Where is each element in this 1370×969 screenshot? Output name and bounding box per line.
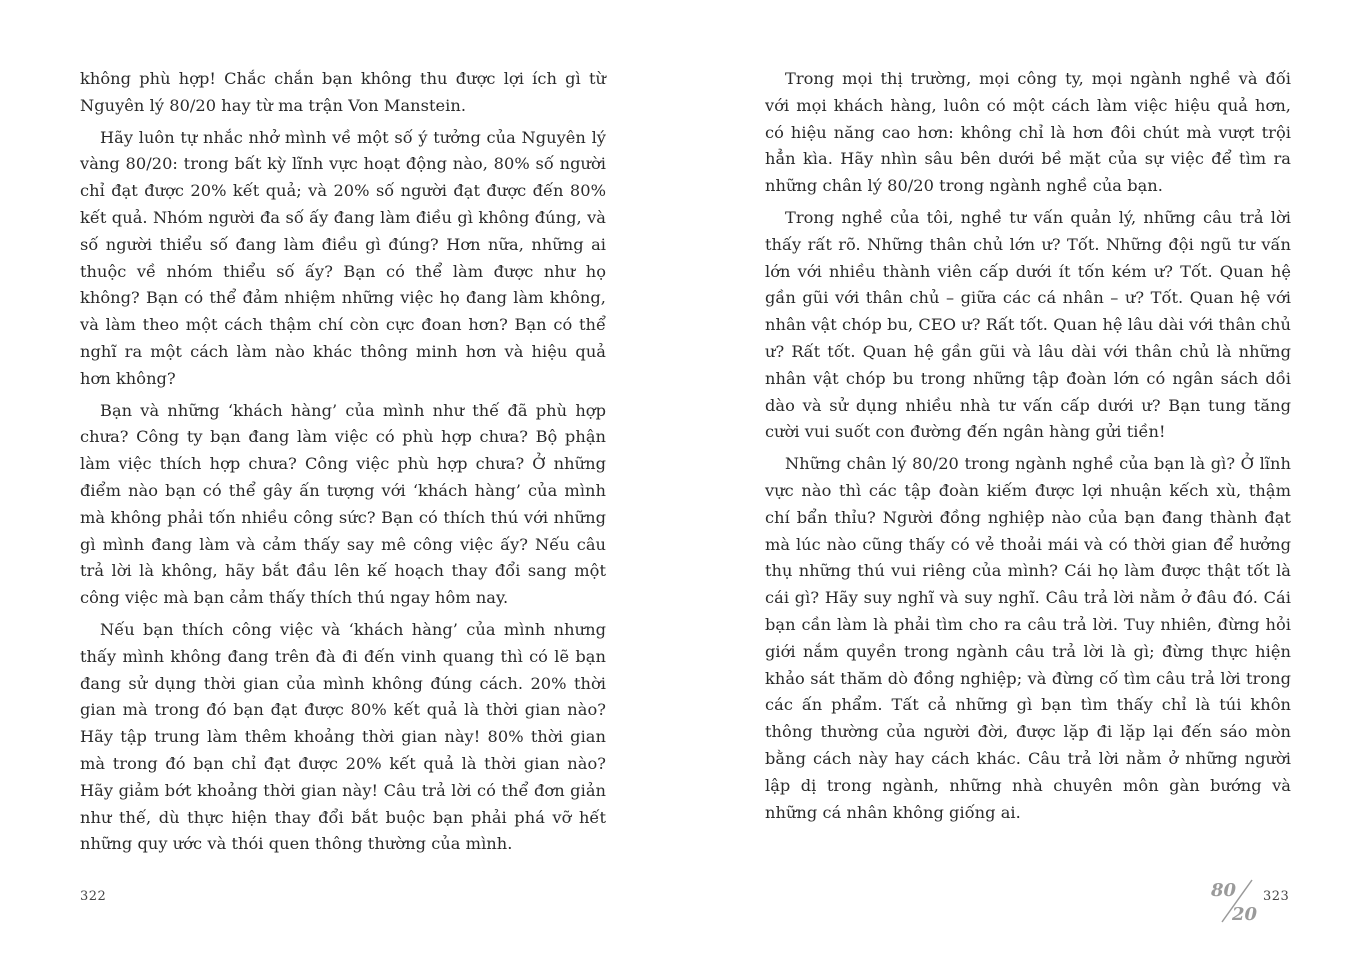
logo-top-number: 80	[1211, 880, 1237, 901]
left-page-number: 322	[80, 889, 107, 904]
left-paragraph-4: Nếu bạn thích công việc và ‘khách hàng’ của mình nhưng thấy mình không đang trên đà đi đến vinh quang thì có lẽ bạn đang sử dụng thời gian của mình không đúng cách. 20% thời gian mà trong đó bạn đạt được 80% kết quả là thời gian nào? Hãy tập trung làm thêm khoảng thời gian này! 80% thời gian mà trong đó bạn chỉ đạt được 20% kết quả là thời gian nào? Hãy giảm bớt khoảng thời gian này! Câu trả lời có thể đơn giản như thế, dù thực hiện thay đổi bắt buộc bạn phải phá vỡ hết những quy ước và thói quen thông thường của mình.	[80, 619, 606, 854]
right-paragraph-1: Trong mọi thị trường, mọi công ty, mọi ngành nghề và đối với mọi khách hàng, luôn có một cách làm việc hiệu quả hơn, có hiệu năng cao hơn: không chỉ là hơn đôi chút mà vượt trội hẳn kìa. Hãy nhìn sâu bên dưới bề mặt của sự việc để tìm ra những chân lý 80/20 trong ngành nghề của bạn.	[765, 69, 1291, 196]
right-page-number: 323	[1263, 889, 1290, 904]
left-page	[80, 66, 606, 863]
left-paragraph-3: Bạn và những ‘khách hàng’ của mình như thế đã phù hợp chưa? Công ty bạn đang làm việc có phù hợp chưa? Bộ phận làm việc thích hợp chưa? Công việc phù hợp chưa? Ở những điểm nào bạn có thể gây ấn tượng với ‘khách hàng’ của mình mà không phải tốn nhiều công sức? Bạn có thích thú với những gì mình đang làm và cảm thấy say mê công việc ấy? Nếu câu trả lời là không, hãy bắt đầu lên kế hoạch thay đổi sang một công việc mà bạn cảm thấy thích thú ngay hôm nay.	[80, 400, 606, 608]
left-paragraph-1: không phù hợp! Chắc chắn bạn không thu được lợi ích gì từ Nguyên lý 80/20 hay từ ma trận Von Manstein.	[80, 69, 606, 115]
right-paragraph-3: Những chân lý 80/20 trong ngành nghề của bạn là gì? Ở lĩnh vực nào thì các tập đoàn kiếm được lợi nhuận kếch xù, thậm chí bẩn thỉu? Người đồng nghiệp nào của bạn đang thành đạt mà lúc nào cũng thấy có vẻ thoải mái và có thời gian để hưởng thụ những thú vui riêng của mình? Cái họ làm được thật tốt là cái gì? Hãy suy nghĩ và suy nghĩ. Câu trả lời nằm ở đâu đó. Cái bạn cần làm là phải tìm cho ra câu trả lời. Tuy nhiên, đừng hỏi giới nắm quyền trong ngành câu trả lời là gì; đừng thực hiện khảo sát thăm dò đồng nghiệp; và đừng cố tìm câu trả lời trong các ấn phẩm. Tất cả những gì bạn tìm thấy chỉ là túi khôn thông thường của người đời, được lặp đi lặp lại đến sáo mòn bằng cách này hay cách khác. Câu trả lời nằm ở những người lập dị trong ngành, những nhà chuyên môn gàn bướng và những cá nhân không giống ai.	[765, 454, 1291, 822]
right-paragraph-2: Trong nghề của tôi, nghề tư vấn quản lý, những câu trả lời thấy rất rõ. Những thân chủ lớn ư? Tốt. Những đội ngũ tư vấn lớn với nhiều thành viên cấp dưới ít tốn kém ư? Tốt. Quan hệ gần gũi với thân chủ – giữa các cá nhân – ư? Tốt. Quan hệ với nhân vật chóp bu, CEO ư? Rất tốt. Quan hệ lâu dài với thân chủ ư? Rất tốt. Quan hệ gần gũi và lâu dài với thân chủ là những nhân vật chóp bu trong những tập đoàn lớn có ngân sách dồi dào và sử dụng nhiều nhà tư vấn cấp dưới ư? Bạn tung tăng cười vui suốt con đường đến ngân hàng gửi tiền!	[765, 207, 1291, 442]
left-paragraph-2: Hãy luôn tự nhắc nhở mình về một số ý tưởng của Nguyên lý vàng 80/20: trong bất kỳ lĩnh vực hoạt động nào, 80% số người chỉ đạt được 20% kết quả; và 20% số người đạt được đến 80% kết quả. Nhóm người đa số ấy đang làm điều gì không đúng, và số người thiểu số đang làm điều gì đúng? Hơn nữa, những ai thuộc về nhóm thiểu số ấy? Bạn có thể làm được như họ không? Bạn có thể đảm nhiệm những việc họ đang làm không, và làm theo một cách thậm chí còn cực đoan hơn? Bạn có thể nghĩ ra một cách làm nào khác thông minh hơn và hiệu quả hơn không?	[80, 127, 606, 388]
logo-bottom-number: 20	[1232, 904, 1258, 925]
right-page	[765, 66, 1291, 831]
book-logo-80-20	[1210, 877, 1262, 925]
